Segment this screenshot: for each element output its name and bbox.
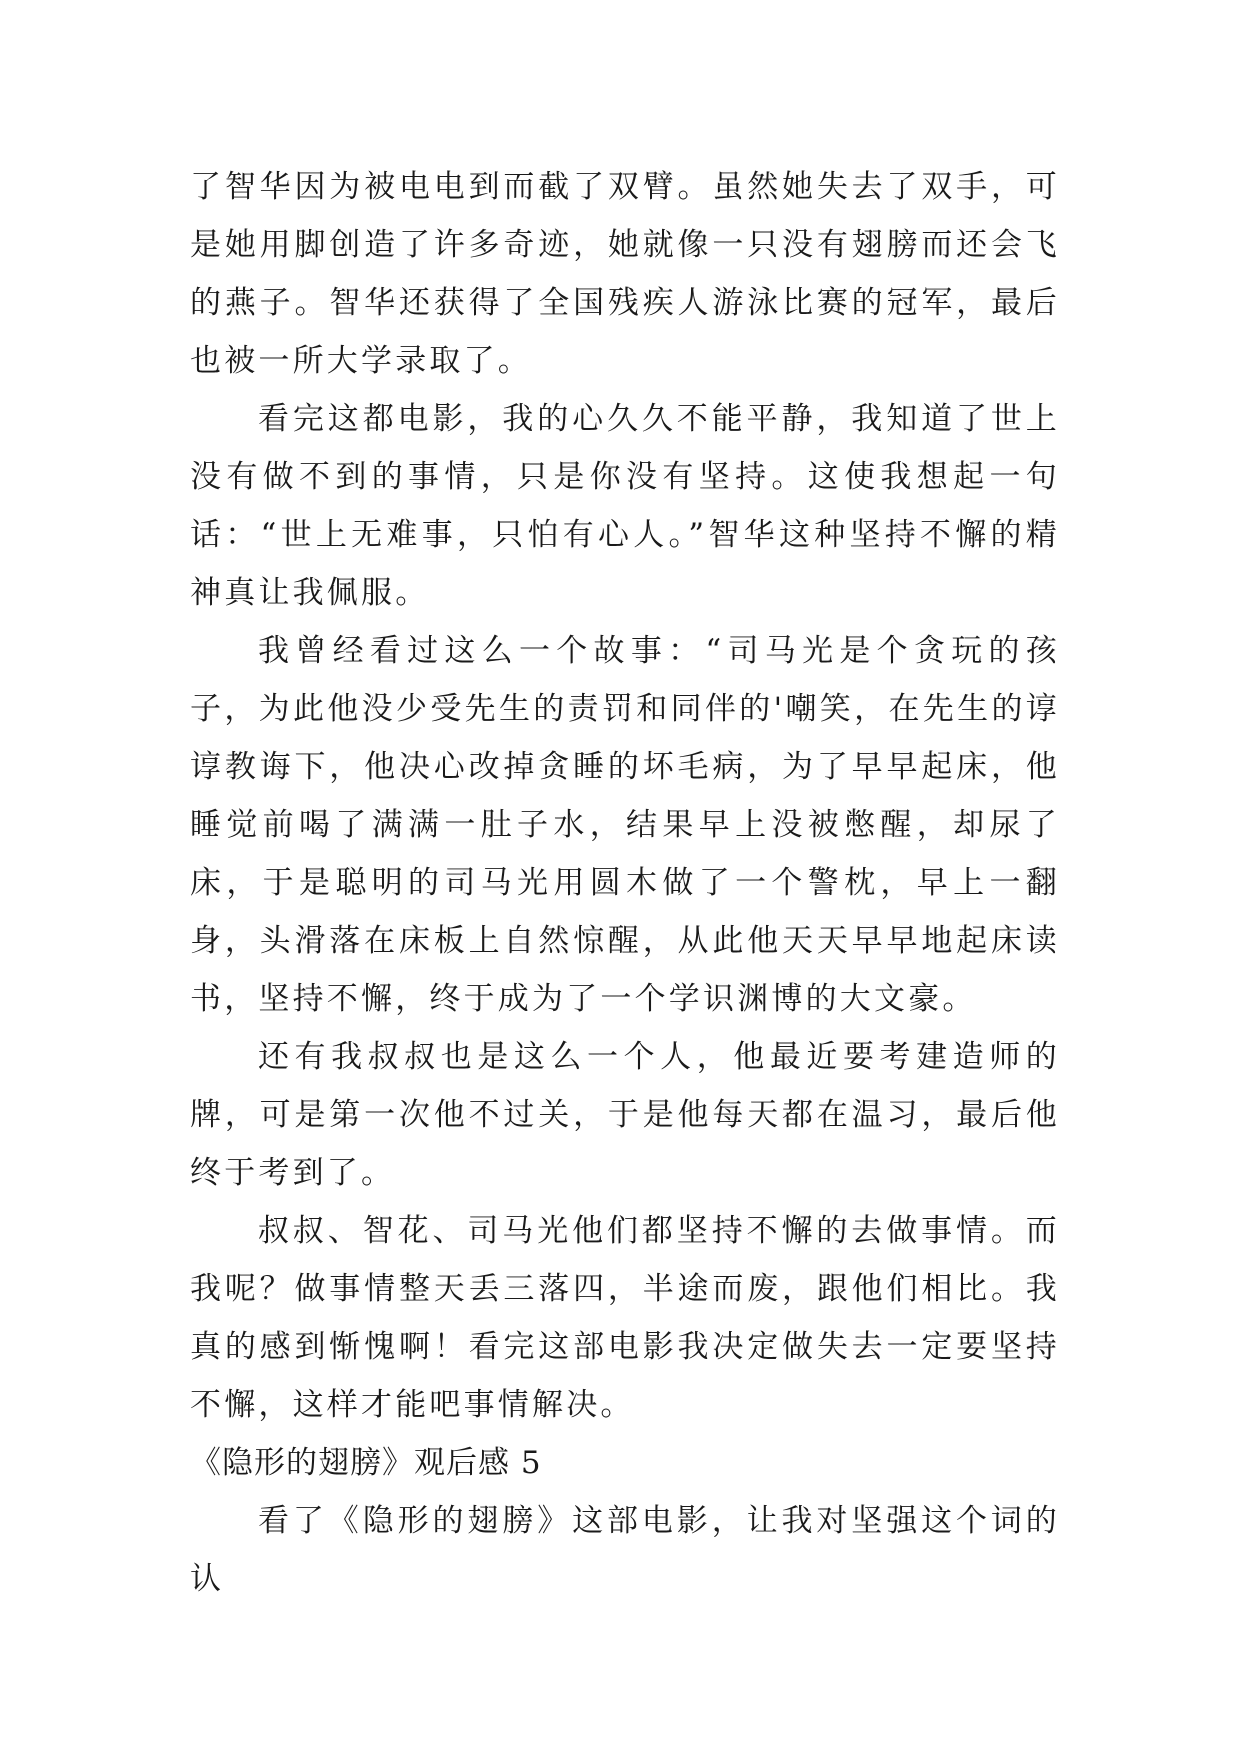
paragraph-self-reflection: 叔叔、智花、司马光他们都坚持不懈的去做事情。而我呢？做事情整天丢三落四，半途而废，跟他们相比。我真的感到惭愧啊！看完这部电影我决定做失去一定要坚持不懈，这样才能吧事情解决。 [190,1213,1060,1423]
paragraph-continuation: 了智华因为被电电到而截了双臂。虽然她失去了双手，可是她用脚创造了许多奇迹，她就像一只没有翅膀而还会飞的燕子。智华还获得了全国残疾人游泳比赛的冠军，最后也被一所大学录取了。 [190,169,1060,379]
document-page [190,158,1060,1608]
paragraph-next-essay-start: 看了《隐形的翅膀》这部电影，让我对坚强这个词的认 [190,1503,1060,1597]
paragraph-sima-guang-story: 我曾经看过这么一个故事：“司马光是个贪玩的孩子，为此他没少受先生的责罚和同伴的'嘲笑，在先生的谆谆教诲下，他决心改掉贪睡的坏毛病，为了早早起床，他睡觉前喝了满满一肚子水，结果早上没被憋醒，却尿了床，于是聪明的司马光用圆木做了一个警枕，早上一翻身，头滑落在床板上自然惊醒，从此他天天早早地起床读书，坚持不懈，终于成为了一个学识渊博的大文豪。 [190,633,1060,1017]
paragraph-uncle: 还有我叔叔也是这么一个人，他最近要考建造师的牌，可是第一次他不过关，于是他每天都在温习，最后他终于考到了。 [190,1039,1060,1191]
section-title: 《隐形的翅膀》观后感 5 [190,1445,542,1481]
paragraph-reflection: 看完这都电影，我的心久久不能平静，我知道了世上没有做不到的事情，只是你没有坚持。这使我想起一句话：“世上无难事，只怕有心人。”智华这种坚持不懈的精神真让我佩服。 [190,401,1060,611]
